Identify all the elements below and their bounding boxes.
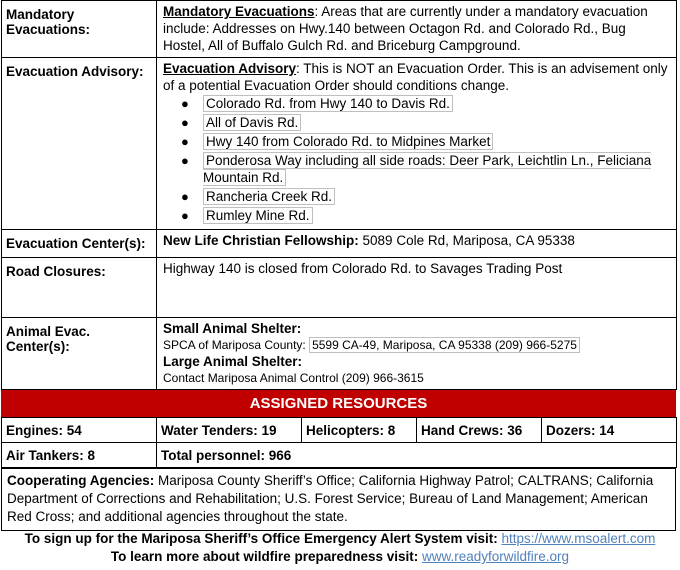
bullet-icon: ● [181,208,189,223]
list-item: ● Rancheria Creek Rd. [203,188,671,205]
road-text: Highway 140 is closed from Colorado Rd. to Savages Trading Post [157,258,677,318]
bullet-icon: ● [181,189,189,204]
small-animal-detail: 5599 CA-49, Mariposa, CA 95338 (209) 966-5275 [309,337,580,353]
info-table [1,0,677,390]
mandatory-text: : Areas that are currently under a mandatory evacuation include: Addresses on Hwy.140 between Octagon Rd. and Colorado Rd., Bug Hostel, All of Buffalo Gulch Rd. and Briceburg Campground. [163,4,648,53]
small-animal-prefix: SPCA of Mariposa County: [163,338,310,352]
mandatory-row [2,1,677,58]
advisory-heading: Evacuation Advisory [163,61,297,76]
cooperating-text: Mariposa County Sheriff’s Office; California Highway Patrol; CALTRANS; California Department of Corrections and Rehabilitation; U.S. Forest Service; Bureau of Land Management; American Red Cross; and additional agencies throughout the state. [7,473,654,524]
footer-wildfire-text: To learn more about wildfire preparedness visit: [110,549,422,564]
bullet-icon: ● [181,153,189,168]
advisory-cell [157,58,677,230]
list-item: ● Rumley Mine Rd. [203,207,671,224]
footer-alert-text: To sign up for the Mariposa Sheriff’s Office Emergency Alert System visit: [24,531,502,546]
total-personnel: Total personnel: 966 [157,443,677,468]
road-label: Road Closures: [2,258,157,318]
cooperating-label: Cooperating Agencies: [7,473,155,488]
footer-line-wildfire [0,549,680,564]
resources-row [2,443,677,468]
advisory-list [163,95,671,224]
resources-table [1,417,677,468]
animal-label: Animal Evac. Center(s): [2,318,157,390]
advisory-text: : This is NOT an Evacuation Order. This is an advisement only of a potential Evacuation Order should conditions change. [163,61,668,93]
hand-crews-count: Hand Crews: 36 [417,418,542,443]
list-item: ● All of Davis Rd. [203,114,671,131]
animal-row [2,318,677,390]
center-label: Evacuation Center(s): [2,230,157,258]
large-animal-heading: Large Animal Shelter: [163,354,303,369]
bullet-icon: ● [181,96,189,111]
mandatory-heading: Mandatory Evacuations [163,4,315,19]
air-tankers-count: Air Tankers: 8 [2,443,157,468]
advisory-label: Evacuation Advisory: [2,58,157,230]
center-name: New Life Christian Fellowship: [163,233,359,248]
bullet-icon: ● [181,115,189,130]
resources-row [2,418,677,443]
bullet-icon: ● [181,134,189,149]
center-address: 5089 Cole Rd, Mariposa, CA 95338 [358,233,575,248]
list-item: ● Colorado Rd. from Hwy 140 to Davis Rd. [203,95,671,112]
msoalert-link[interactable]: https://www.msoalert.com [501,531,656,546]
cooperating-cell [2,469,676,531]
large-animal-detail: Contact Mariposa Animal Control (209) 966-3615 [163,371,424,385]
small-animal-heading: Small Animal Shelter: [163,321,302,336]
cooperating-table [1,468,676,531]
list-item: ● Hwy 140 from Colorado Rd. to Midpines Market [203,133,671,150]
engines-count: Engines: 54 [2,418,157,443]
footer-line-alert [0,531,680,546]
helicopters-count: Helicopters: 8 [302,418,417,443]
animal-cell [157,318,677,390]
road-row [2,258,677,318]
dozers-count: Dozers: 14 [542,418,677,443]
mandatory-label: Mandatory Evacuations: [2,1,157,58]
mandatory-cell [157,1,677,58]
center-cell [157,230,677,258]
evacuation-info-sheet [1,0,676,531]
advisory-row [2,58,677,230]
list-item: ● Ponderosa Way including all side roads: Deer Park, Leichtlin Ln., Feliciana Mountain Rd. [181,153,652,185]
assigned-resources-banner: ASSIGNED RESOURCES [1,390,676,417]
water-tenders-count: Water Tenders: 19 [157,418,302,443]
readyforwildfire-link[interactable]: www.readyforwildfire.org [422,549,570,564]
center-row [2,230,677,258]
